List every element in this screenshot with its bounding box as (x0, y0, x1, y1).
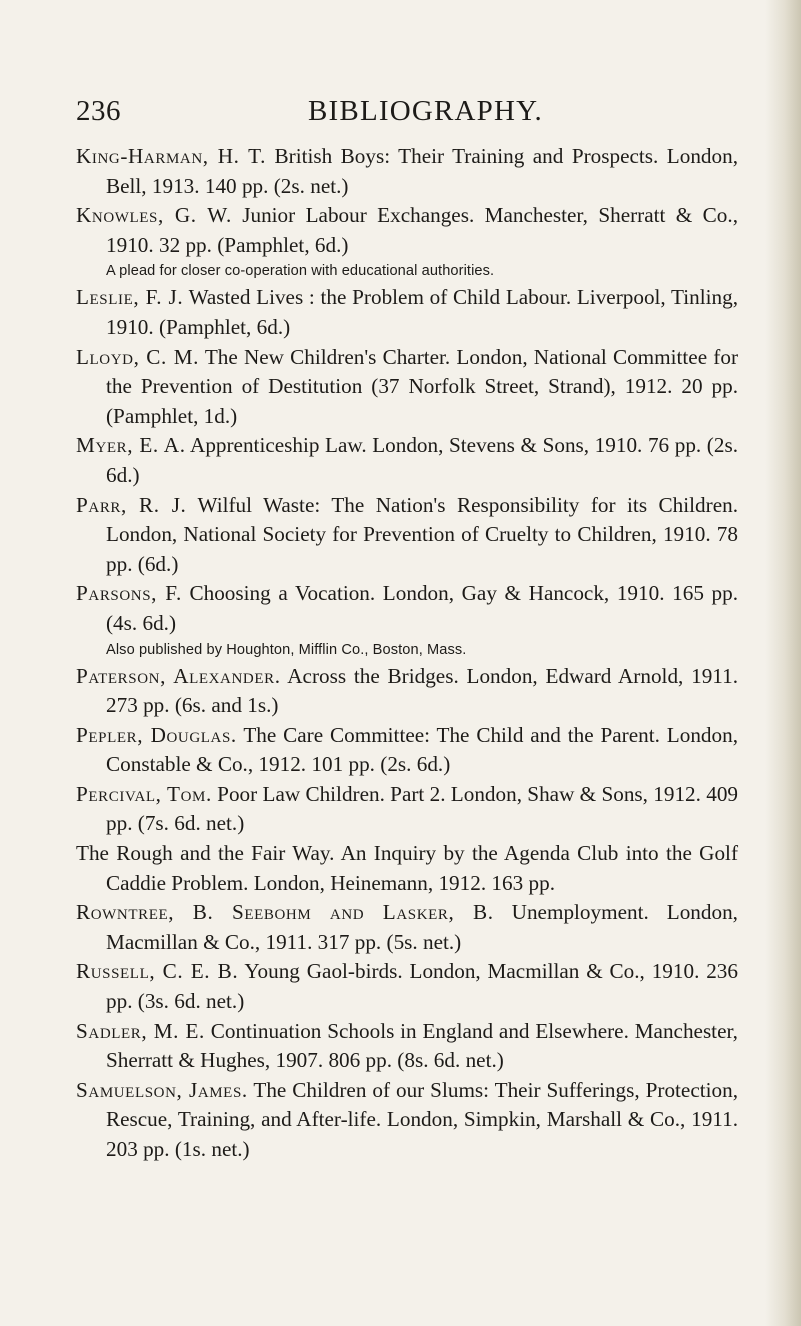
entry-author: Knowles, G. W. (76, 203, 232, 228)
bibliography-entry (76, 662, 738, 721)
entry-text: Across the Bridges. London, Edward Arnold, 1911. 273 pp. (6s. and 1s.) (106, 663, 738, 718)
entry-author: Leslie, F. J. (76, 285, 184, 310)
entry-text: Continuation Schools in England and Elsewhere. Manchester, Sherratt & Hughes, 1907. 806 pp. (8s. 6d. net.) (106, 1018, 738, 1073)
entry-author: Percival, Tom. (76, 781, 212, 806)
bibliography-entry (76, 1017, 738, 1076)
entry-author: Russell, C. E. B. (76, 959, 239, 984)
bibliography-entry (76, 491, 738, 580)
bibliography-entry (76, 839, 738, 898)
entry-note: Also published by Houghton, Mifflin Co., Boston, Mass. (106, 641, 467, 658)
entry-author: King-Harman, H. T. (76, 144, 267, 168)
entry-text: Junior Labour Exchanges. Manchester, Sherratt & Co., 1910. 32 pp. (Pamphlet, 6d.) (106, 203, 738, 257)
bibliography-entry (76, 898, 738, 957)
page-edge-shadow (765, 0, 801, 1326)
entry-text: The New Children's Charter. London, National Committee for the Prevention of Destitution (37 Norfolk Street, Strand), 1912. 20 pp. (Pamphlet, 1d.) (106, 344, 738, 428)
entry-text: The Care Committee: The Child and the Parent. London, Constable & Co., 1912. 101 pp. (2s. 6d.) (106, 722, 738, 777)
entry-author: Parsons, F. (76, 581, 182, 606)
entry-text: Poor Law Children. Part 2. London, Shaw & Sons, 1912. 409 pp. (7s. 6d. net.) (106, 781, 739, 836)
bibliography-entry (76, 283, 738, 342)
bibliography-entry (76, 201, 738, 260)
bibliography-entry (76, 780, 738, 839)
entry-author: Parr, R. J. (76, 492, 187, 517)
bibliography-entry (76, 142, 738, 201)
entry-author: Myer, E. A. (76, 433, 186, 458)
running-header (76, 95, 738, 135)
entry-text: Unemployment. London, Macmillan & Co., 1911. 317 pp. (5s. net.) (106, 900, 738, 954)
entry-author: Pepler, Douglas. (76, 722, 237, 747)
entry-text: The Rough and the Fair Way. An Inquiry by the Agenda Club into the Golf Caddie Problem. London, Heinemann, 1912. 163 pp. (76, 841, 738, 895)
entry-text: The Children of our Slums: Their Sufferings, Protection, Rescue, Training, and After-life. London, Simpkin, Marshall & Co., 1911. 203 pp. (1s. net.) (106, 1077, 738, 1161)
entry-text: Apprenticeship Law. London, Stevens & Sons, 1910. 76 pp. (2s. 6d.) (106, 433, 738, 487)
bibliography-entry (76, 343, 738, 432)
entry-author: Rowntree, B. Seebohm and Lasker, B. (76, 900, 494, 925)
bibliography-entry (76, 431, 738, 490)
bibliography-entry (76, 1076, 738, 1165)
entry-text: Choosing a Vocation. London, Gay & Hancock, 1910. 165 pp. (4s. 6d.) (106, 581, 739, 635)
bibliography-entry (76, 721, 738, 780)
entry-text: British Boys: Their Training and Prospects. London, Bell, 1913. 140 pp. (2s. net.) (106, 144, 738, 198)
entry-text: Young Gaol-birds. London, Macmillan & Co., 1910. 236 pp. (3s. 6d. net.) (106, 959, 738, 1014)
entry-author: Samuelson, James. (76, 1077, 248, 1102)
entry-author: Lloyd, C. M. (76, 344, 200, 369)
entry-text: Wasted Lives : the Problem of Child Labour. Liverpool, Tinling, 1910. (Pamphlet, 6d.) (106, 285, 738, 339)
entry-text: Wilful Waste: The Nation's Responsibility for its Children. London, National Society for Prevention of Cruelty to Children, 1910. 78 pp. (6d.) (106, 492, 738, 576)
bibliography-list (76, 142, 738, 1165)
running-title: BIBLIOGRAPHY. (308, 95, 544, 127)
bibliography-entry (76, 957, 738, 1016)
page-number: 236 (76, 95, 121, 127)
entry-note: A plead for closer co-operation with educational authorities. (106, 263, 495, 280)
entry-author: Paterson, Alexander. (76, 663, 281, 688)
entry-author: Sadler, M. E. (76, 1018, 205, 1043)
bibliography-entry (76, 579, 738, 638)
